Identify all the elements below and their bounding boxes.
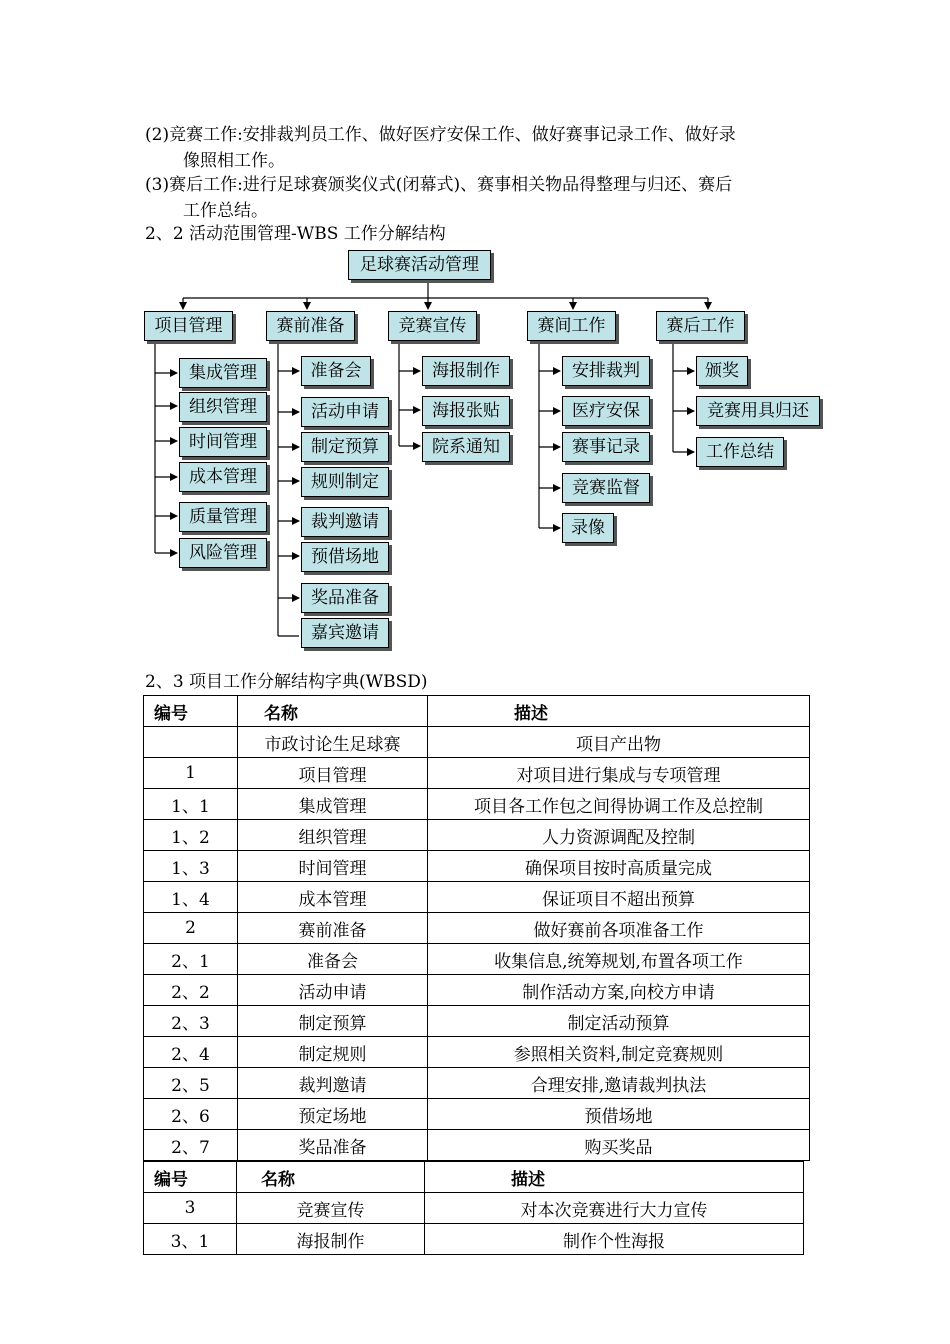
table-cell: 制作个性海报 <box>425 1224 804 1255</box>
table-row <box>144 851 810 882</box>
wbs-node: 竞赛监督 <box>562 473 650 503</box>
wbs-node: 海报张贴 <box>422 396 510 426</box>
table-cell: 合理安排,邀请裁判执法 <box>428 1068 810 1099</box>
table-cell: 收集信息,统筹规划,布置各项工作 <box>428 944 810 975</box>
table-row <box>144 882 810 913</box>
table-cell: 2、5 <box>144 1068 238 1099</box>
table-cell: 1、1 <box>144 789 238 820</box>
table-row <box>144 789 810 820</box>
wbs-node: 准备会 <box>301 356 371 386</box>
table-row <box>144 975 810 1006</box>
wbs-node: 工作总结 <box>696 437 784 467</box>
column-header: 编号 <box>144 696 238 727</box>
table-cell: 海报制作 <box>237 1224 425 1255</box>
wbs-node: 组织管理 <box>179 392 267 422</box>
table-row <box>144 1224 804 1255</box>
paragraph-2-line-1: (2)竞赛工作:安排裁判员工作、做好医疗安保工作、做好赛事记录工作、做好录 <box>145 125 736 145</box>
table-header-row <box>144 1162 804 1193</box>
table-cell: 组织管理 <box>238 820 428 851</box>
table-cell: 1 <box>144 758 238 789</box>
table-cell: 活动申请 <box>238 975 428 1006</box>
table-cell: 预借场地 <box>428 1099 810 1130</box>
wbs-node: 安排裁判 <box>562 356 650 386</box>
paragraph-2-line-2: 像照相工作。 <box>183 151 285 171</box>
column-header: 名称 <box>237 1162 425 1193</box>
table-cell: 对本次竞赛进行大力宣传 <box>425 1193 804 1224</box>
table-row <box>144 1099 810 1130</box>
table-cell: 3、1 <box>144 1224 237 1255</box>
table-cell: 保证项目不超出预算 <box>428 882 810 913</box>
wbs-node: 颁奖 <box>696 356 748 386</box>
wbs-branch-competition-promotion: 竞赛宣传 <box>388 311 477 341</box>
paragraph-3-line-1: (3)赛后工作:进行足球赛颁奖仪式(闭幕式)、赛事相关物品得整理与归还、赛后 <box>145 175 733 195</box>
wbs-node: 裁判邀请 <box>301 507 389 537</box>
table-cell: 1、2 <box>144 820 238 851</box>
wbs-node: 集成管理 <box>179 358 267 388</box>
wbsd-table-continued <box>143 1161 804 1255</box>
table-cell: 制定预算 <box>238 1006 428 1037</box>
table-cell: 赛前准备 <box>238 913 428 944</box>
table-cell: 2、4 <box>144 1037 238 1068</box>
section-heading-wbsd: 2、3 项目工作分解结构字典(WBSD) <box>145 672 428 692</box>
wbs-root-node: 足球赛活动管理 <box>348 250 491 280</box>
table-cell: 3 <box>144 1193 237 1224</box>
table-cell: 1、4 <box>144 882 238 913</box>
table-row <box>144 1193 804 1224</box>
wbs-node: 赛事记录 <box>562 432 650 462</box>
table-row <box>144 913 810 944</box>
wbs-node: 预借场地 <box>301 542 389 572</box>
wbs-node: 医疗安保 <box>562 396 650 426</box>
wbs-branch-in-match-work: 赛间工作 <box>527 311 616 341</box>
wbs-node: 录像 <box>562 513 614 543</box>
wbs-node: 成本管理 <box>179 462 267 492</box>
table-cell: 竞赛宣传 <box>237 1193 425 1224</box>
wbs-branch-project-management: 项目管理 <box>144 311 233 341</box>
wbs-node: 院系通知 <box>422 432 510 462</box>
column-header: 描述 <box>425 1162 804 1193</box>
paragraph-3-line-2: 工作总结。 <box>183 201 268 221</box>
wbs-node: 质量管理 <box>179 502 267 532</box>
table-cell: 时间管理 <box>238 851 428 882</box>
table-cell: 项目各工作包之间得协调工作及总控制 <box>428 789 810 820</box>
wbs-node: 风险管理 <box>179 538 267 568</box>
column-header: 描述 <box>428 696 810 727</box>
section-heading-wbs: 2、2 活动范围管理-WBS 工作分解结构 <box>145 224 446 244</box>
table-cell: 1、3 <box>144 851 238 882</box>
table-cell: 项目产出物 <box>428 727 810 758</box>
wbs-node: 制定预算 <box>301 432 389 462</box>
column-header: 名称 <box>238 696 428 727</box>
wbs-branch-pre-match-prep: 赛前准备 <box>266 311 355 341</box>
table-cell: 参照相关资料,制定竞赛规则 <box>428 1037 810 1068</box>
table-cell: 项目管理 <box>238 758 428 789</box>
table-cell: 2、1 <box>144 944 238 975</box>
wbs-node: 竞赛用具归还 <box>696 396 820 426</box>
table-cell: 制作活动方案,向校方申请 <box>428 975 810 1006</box>
table-cell: 市政讨论生足球赛 <box>238 727 428 758</box>
wbsd-table <box>143 695 810 1161</box>
table-cell: 制定规则 <box>238 1037 428 1068</box>
table-row <box>144 1130 810 1161</box>
table-cell: 2、3 <box>144 1006 238 1037</box>
wbs-node: 嘉宾邀请 <box>301 618 389 648</box>
table-cell: 做好赛前各项准备工作 <box>428 913 810 944</box>
wbs-node: 活动申请 <box>301 397 389 427</box>
table-row <box>144 758 810 789</box>
table-cell: 2、2 <box>144 975 238 1006</box>
table-row <box>144 727 810 758</box>
wbs-node: 奖品准备 <box>301 583 389 613</box>
table-cell: 2、6 <box>144 1099 238 1130</box>
column-header: 编号 <box>144 1162 237 1193</box>
table-row <box>144 944 810 975</box>
table-cell: 确保项目按时高质量完成 <box>428 851 810 882</box>
table-cell: 奖品准备 <box>238 1130 428 1161</box>
table-cell: 裁判邀请 <box>238 1068 428 1099</box>
table-cell: 购买奖品 <box>428 1130 810 1161</box>
table-cell <box>144 727 238 758</box>
wbs-node: 海报制作 <box>422 356 510 386</box>
wbs-branch-post-match-work: 赛后工作 <box>656 311 745 341</box>
table-cell: 对项目进行集成与专项管理 <box>428 758 810 789</box>
table-row <box>144 1068 810 1099</box>
table-cell: 人力资源调配及控制 <box>428 820 810 851</box>
table-cell: 制定活动预算 <box>428 1006 810 1037</box>
table-cell: 2 <box>144 913 238 944</box>
table-cell: 准备会 <box>238 944 428 975</box>
table-cell: 集成管理 <box>238 789 428 820</box>
table-row <box>144 1037 810 1068</box>
table-header-row <box>144 696 810 727</box>
table-row <box>144 1006 810 1037</box>
table-cell: 成本管理 <box>238 882 428 913</box>
table-cell: 2、7 <box>144 1130 238 1161</box>
table-row <box>144 820 810 851</box>
wbs-node: 时间管理 <box>179 427 267 457</box>
wbs-node: 规则制定 <box>301 467 389 497</box>
table-cell: 预定场地 <box>238 1099 428 1130</box>
